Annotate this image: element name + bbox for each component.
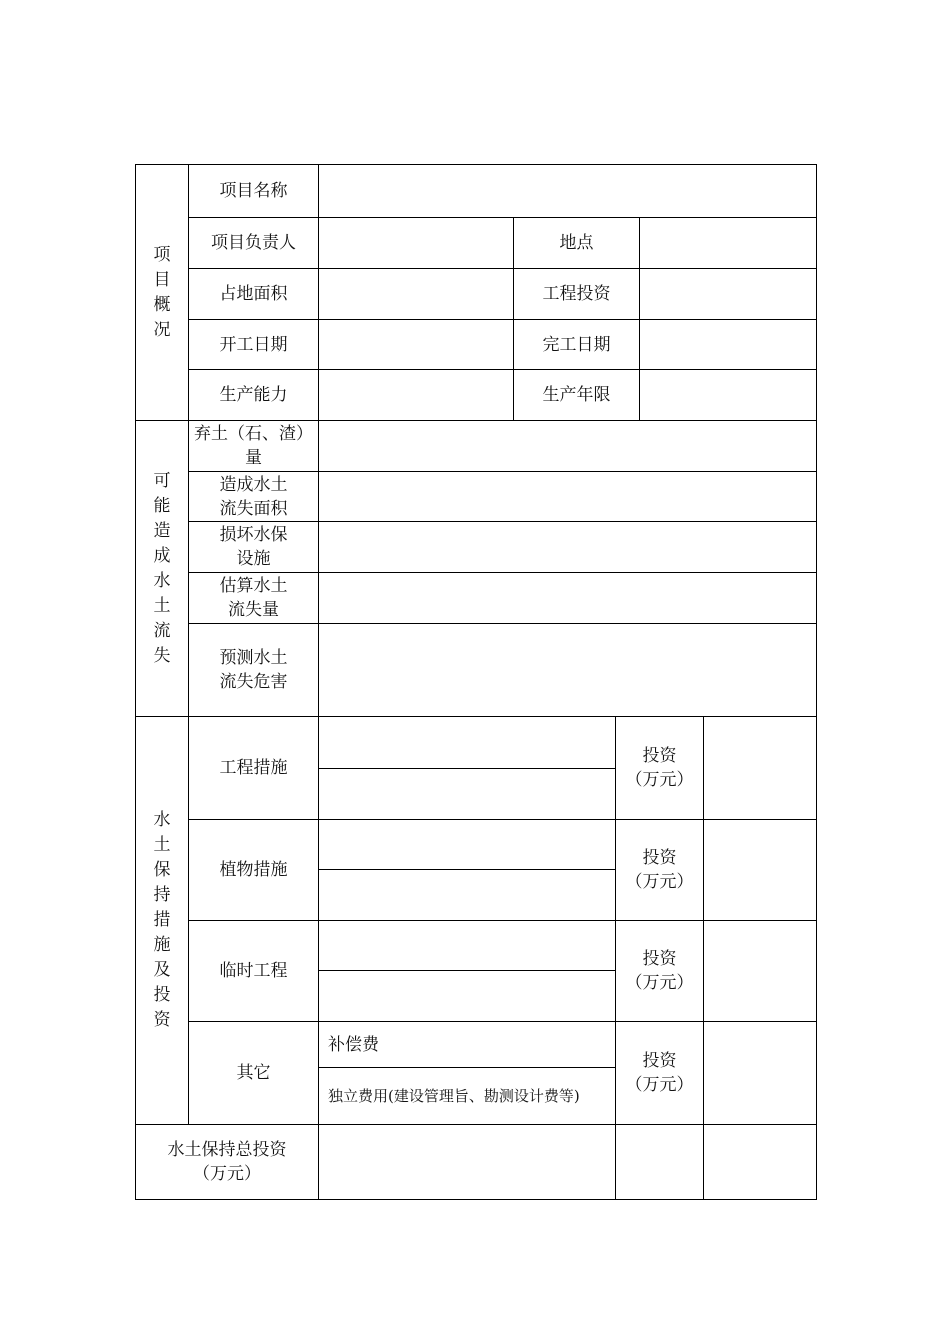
- erosion-area-field[interactable]: [319, 472, 816, 521]
- production-years-field[interactable]: [640, 370, 816, 420]
- production-years-label: 生产年限: [542, 385, 611, 405]
- production-capacity-field[interactable]: [319, 370, 513, 420]
- predicted-harm-label: 预测水土 流失危害: [219, 648, 288, 692]
- erosion-area-label: 造成水土 流失面积: [219, 474, 288, 519]
- temporary-investment-unit-label: 投资 （万元）: [625, 949, 694, 993]
- start-date-label: 开工日期: [219, 334, 288, 355]
- engineering-measures-field-2[interactable]: [319, 769, 615, 819]
- vegetation-measures-field-1[interactable]: [319, 820, 615, 869]
- engineering-investment-field[interactable]: [640, 269, 816, 319]
- project-name-label: 项目名称: [219, 181, 288, 201]
- total-investment-field[interactable]: [319, 1125, 615, 1199]
- damaged-facilities-field[interactable]: [319, 522, 816, 572]
- land-area-field[interactable]: [319, 269, 513, 319]
- location-field[interactable]: [640, 218, 816, 268]
- production-capacity-label: 生产能力: [219, 385, 288, 405]
- project-name-field[interactable]: [319, 165, 816, 217]
- section-title-measures: 水土保持措施及投资: [153, 810, 171, 1030]
- total-investment-field-2[interactable]: [616, 1125, 703, 1199]
- project-lead-label: 项目负责人: [211, 233, 296, 253]
- vegetation-investment-unit-label: 投资 （万元）: [625, 848, 694, 892]
- estimated-loss-field[interactable]: [319, 573, 816, 623]
- completion-date-field[interactable]: [640, 320, 816, 369]
- project-lead-field[interactable]: [319, 218, 513, 268]
- predicted-harm-field[interactable]: [319, 624, 816, 716]
- estimated-loss-label: 估算水土 流失量: [219, 576, 288, 620]
- vegetation-measures-label: 植物措施: [219, 860, 288, 880]
- engineering-measures-label: 工程措施: [219, 758, 288, 778]
- table-border-bottom: [135, 1199, 817, 1200]
- temporary-works-field-2[interactable]: [319, 971, 615, 1021]
- other-investment-unit-label: 投资 （万元）: [625, 1051, 694, 1095]
- spoil-volume-field[interactable]: [319, 421, 816, 471]
- damaged-facilities-label: 损坏水保 设施: [219, 525, 288, 569]
- start-date-field[interactable]: [319, 320, 513, 369]
- engineering-measures-field-1[interactable]: [319, 717, 615, 768]
- engineering-investment-unit-label: 投资 （万元）: [625, 746, 694, 790]
- vegetation-measures-investment-field[interactable]: [704, 820, 816, 920]
- location-label: 地点: [559, 233, 594, 253]
- compensation-fee-label: 补偿费: [328, 1034, 379, 1055]
- vegetation-measures-field-2[interactable]: [319, 870, 615, 920]
- section-title-erosion: 可能造成水土流失: [153, 470, 171, 666]
- temporary-works-label: 临时工程: [219, 961, 288, 981]
- completion-date-label: 完工日期: [542, 334, 611, 355]
- temporary-works-field-1[interactable]: [319, 921, 615, 970]
- engineering-investment-label: 工程投资: [542, 284, 611, 304]
- land-area-label: 占地面积: [219, 284, 288, 304]
- total-investment-label: 水土保持总投资 （万元）: [167, 1140, 287, 1184]
- independent-cost-label: 独立费用(建设管理旨、勘测设计费等): [328, 1087, 580, 1105]
- other-label: 其它: [236, 1063, 271, 1083]
- spoil-volume-label: 弃土（石、渣） 量: [194, 424, 313, 468]
- total-investment-field-3[interactable]: [704, 1125, 816, 1199]
- section-title-overview: 项目概况: [153, 244, 171, 340]
- temporary-works-investment-field[interactable]: [704, 921, 816, 1021]
- engineering-measures-investment-field[interactable]: [704, 717, 816, 819]
- other-investment-field[interactable]: [704, 1022, 816, 1124]
